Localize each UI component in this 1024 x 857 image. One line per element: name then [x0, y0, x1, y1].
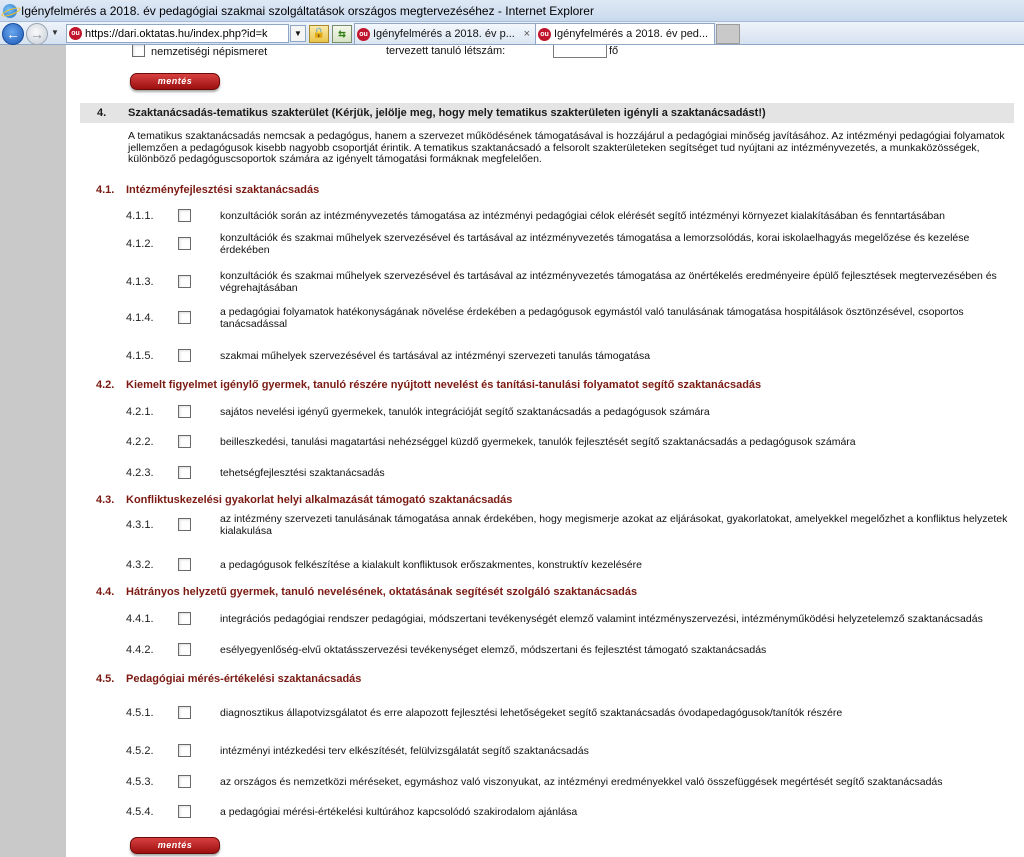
item-text: esélyegyenlőség-elvű oktatásszervezési tevékenységet elemző, módszertani és fejlesztést támogató szaktanácsadás [220, 644, 767, 656]
save-button-top[interactable]: mentés [130, 73, 220, 90]
planned-count-unit: fő [609, 45, 619, 57]
item-text: a pedagógiai mérési-értékelési kultúrához kapcsolódó szakirodalom ajánlása [220, 806, 578, 818]
page-left-gutter [0, 45, 66, 857]
address-bar[interactable] [66, 24, 289, 43]
item-number: 4.5.4. [126, 806, 154, 818]
item-text: tehetségfejlesztési szaktanácsadás [220, 467, 385, 479]
page-content [66, 45, 1024, 857]
item-text: a pedagógiai folyamatok hatékonyságának növelése érdekében a pedagógusok egymástól való tanulásának támogatása hospitálások ösztönzésével, csoportos tanácsadással [220, 306, 964, 330]
item-text: szakmai műhelyek szervezésével és tartásával az intézményi szervezeti tanulás támogatása [220, 350, 651, 362]
item-checkbox[interactable] [178, 805, 191, 818]
item-text: az országos és nemzetközi méréseket, egymáshoz való viszonyukat, az intézményi eredményekkel való összefüggések megértését segítő szaktanácsadás [220, 776, 943, 788]
item-text: intézményi intézkedési terv elkészítését, felülvizsgálatát segítő szaktanácsadás [220, 745, 589, 757]
site-favicon-icon: ou [69, 27, 82, 40]
nationality-checkbox[interactable] [132, 45, 145, 57]
nationality-checkbox-label: nemzetiségi népismeret [151, 46, 268, 58]
list-item [66, 806, 1024, 834]
subsection-number: 4.4. [96, 586, 115, 598]
new-tab-button[interactable] [716, 24, 740, 44]
section-number: 4. [97, 107, 107, 119]
item-text: sajátos nevelési igényű gyermekek, tanulók integrációját segítő szaktanácsadás a pedagógusok számára [220, 406, 710, 418]
item-number: 4.1.4. [126, 312, 154, 324]
item-checkbox[interactable] [178, 706, 191, 719]
item-number: 4.2.1. [126, 406, 154, 418]
window-title: Igényfelmérés a 2018. év pedagógiai szakmai szolgáltatások országos megtervezéséhez - Internet Explorer [21, 3, 594, 18]
item-checkbox[interactable] [178, 209, 191, 222]
item-number: 4.5.2. [126, 745, 154, 757]
save-button-bottom[interactable]: mentés [130, 837, 220, 854]
item-text: a pedagógusok felkészítése a kialakult konfliktusok erőszakmentes, konstruktív kezelésére [220, 559, 642, 571]
item-checkbox[interactable] [178, 466, 191, 479]
item-checkbox[interactable] [178, 405, 191, 418]
list-item [66, 559, 1024, 587]
item-number: 4.4.1. [126, 613, 154, 625]
item-checkbox[interactable] [178, 237, 191, 250]
item-checkbox[interactable] [178, 275, 191, 288]
list-item [66, 350, 1024, 378]
item-text: az intézmény szervezeti tanulásának támogatása annak érdekében, hogy megismerje azokat az eljárásokat, gyakorlatokat, amelyekkel megelőzhet a konfliktus helyzetek kialakulása [220, 513, 1008, 537]
item-checkbox[interactable] [178, 612, 191, 625]
item-text: integrációs pedagógiai rendszer pedagógiai, módszertani tevékenységét elemző valamint intézményszervezési, intézményműködési helyzetelemző szaktanácsadás [220, 613, 983, 625]
address-dropdown-icon[interactable]: ▼ [290, 25, 306, 42]
planned-count-input[interactable] [553, 45, 607, 58]
item-checkbox[interactable] [178, 744, 191, 757]
item-checkbox[interactable] [178, 311, 191, 324]
tab-close-icon[interactable]: × [523, 28, 530, 40]
section-header [80, 103, 1014, 123]
list-item [66, 644, 1024, 672]
compatibility-view-icon[interactable]: ⇆ [332, 25, 352, 43]
item-number: 4.3.2. [126, 559, 154, 571]
tab-1-label: Igényfelmérés a 2018. év p... [373, 28, 515, 40]
list-item [66, 232, 1024, 266]
tab-2-active[interactable] [535, 23, 715, 44]
tab-1[interactable] [354, 23, 536, 44]
section-title: Szaktanácsadás-tematikus szakterület (Kérjük, jelölje meg, hogy mely tematikus szakterületen igényli a szaktanácsadást!) [128, 107, 766, 119]
tab-favicon-icon: ou [538, 28, 551, 41]
list-item [66, 613, 1024, 641]
item-number: 4.1.5. [126, 350, 154, 362]
subsection-title: Kiemelt figyelmet igénylő gyermek, tanuló részére nyújtott nevelést és tanítási-tanulási folyamatot segítő szaktanácsadás [126, 379, 762, 391]
list-item [66, 406, 1024, 434]
list-item [66, 776, 1024, 804]
history-dropdown-icon[interactable]: ▼ [51, 28, 59, 37]
subsection-title: Konfliktuskezelési gyakorlat helyi alkalmazását támogató szaktanácsadás [126, 494, 513, 506]
item-number: 4.4.2. [126, 644, 154, 656]
item-number: 4.5.3. [126, 776, 154, 788]
list-item [66, 707, 1024, 735]
item-checkbox[interactable] [178, 349, 191, 362]
list-item [66, 467, 1024, 495]
list-item [66, 306, 1024, 340]
item-text: beilleszkedési, tanulási magatartási nehézséggel küzdő gyermekek, tanulók fejlesztését segítő szaktanácsadás a pedagógusok számára [220, 436, 856, 448]
item-checkbox[interactable] [178, 518, 191, 531]
lock-icon[interactable]: 🔒 [309, 25, 329, 43]
section-intro: A tematikus szaktanácsadás nemcsak a pedagógus, hanem a szervezet működésének támogatásával is hozzájárul a pedagógiai minőség javításához. Az intézményi pedagógiai folyamatok jellemzően a pedagógusok kisebb nagyobb csoportját érintik. A tematikus szaktanácsadó a felsorolt szakterületeken segítséget tud nyújtani az intézményvezetés, a munkaközösségek, különböző pedagóguscsoportok számára az igényelt támogatási formáknak megfelelően. [128, 130, 1005, 165]
item-checkbox[interactable] [178, 435, 191, 448]
back-arrow-icon: ← [6, 26, 20, 42]
subsection-title: Hátrányos helyzetű gyermek, tanuló nevelésének, oktatásának segítését szolgáló szaktanácsadás [126, 586, 638, 598]
item-number: 4.1.2. [126, 238, 154, 250]
list-item [66, 513, 1024, 547]
subsection-number: 4.3. [96, 494, 115, 506]
planned-count-label: tervezett tanuló létszám: [386, 45, 506, 57]
tab-favicon-icon: ou [357, 28, 370, 41]
item-number: 4.5.1. [126, 707, 154, 719]
item-number: 4.3.1. [126, 519, 154, 531]
item-number: 4.1.3. [126, 276, 154, 288]
subsection-title: Intézményfejlesztési szaktanácsadás [126, 184, 320, 196]
item-text: konzultációk során az intézményvezetés támogatása az intézményi pedagógiai célok elérését segítő intézményi környezet kialakításában és fenntartásában [220, 210, 945, 222]
list-item [66, 745, 1024, 773]
internet-explorer-icon [3, 4, 17, 18]
item-text: konzultációk és szakmai műhelyek szervezésével és tartásával az intézményvezetés támogatása az önértékelés eredményeire épülő fejlesztések megtervezésében és végrehajtásában [220, 270, 997, 294]
subsection-number: 4.5. [96, 673, 115, 685]
item-number: 4.1.1. [126, 210, 154, 222]
item-number: 4.2.2. [126, 436, 154, 448]
window-titlebar [0, 0, 1024, 22]
address-url[interactable]: https://dari.oktatas.hu/index.php?id=k [85, 27, 268, 40]
item-checkbox[interactable] [178, 643, 191, 656]
list-item [66, 436, 1024, 464]
subsection-number: 4.1. [96, 184, 115, 196]
item-text: diagnosztikus állapotvizsgálatot és erre alapozott fejlesztési lehetőségeket segítő szaktanácsadás óvodapedagógusok/tanítók részére [220, 707, 843, 719]
subsection-number: 4.2. [96, 379, 115, 391]
tab-2-label: Igényfelmérés a 2018. év ped... [554, 28, 709, 40]
item-text: konzultációk és szakmai műhelyek szervezésével és tartásával az intézményvezetés támogatása a lemorzsolódás, korai iskolaelhagyás megelőzése és kezelése érdekében [220, 232, 970, 256]
item-checkbox[interactable] [178, 775, 191, 788]
forward-button[interactable] [26, 23, 48, 45]
browser-navbar [0, 22, 1024, 45]
item-number: 4.2.3. [126, 467, 154, 479]
subsection-title: Pedagógiai mérés-értékelési szaktanácsadás [126, 673, 362, 685]
list-item [66, 270, 1024, 304]
back-button[interactable] [2, 23, 24, 45]
item-checkbox[interactable] [178, 558, 191, 571]
forward-arrow-icon: → [30, 26, 44, 42]
